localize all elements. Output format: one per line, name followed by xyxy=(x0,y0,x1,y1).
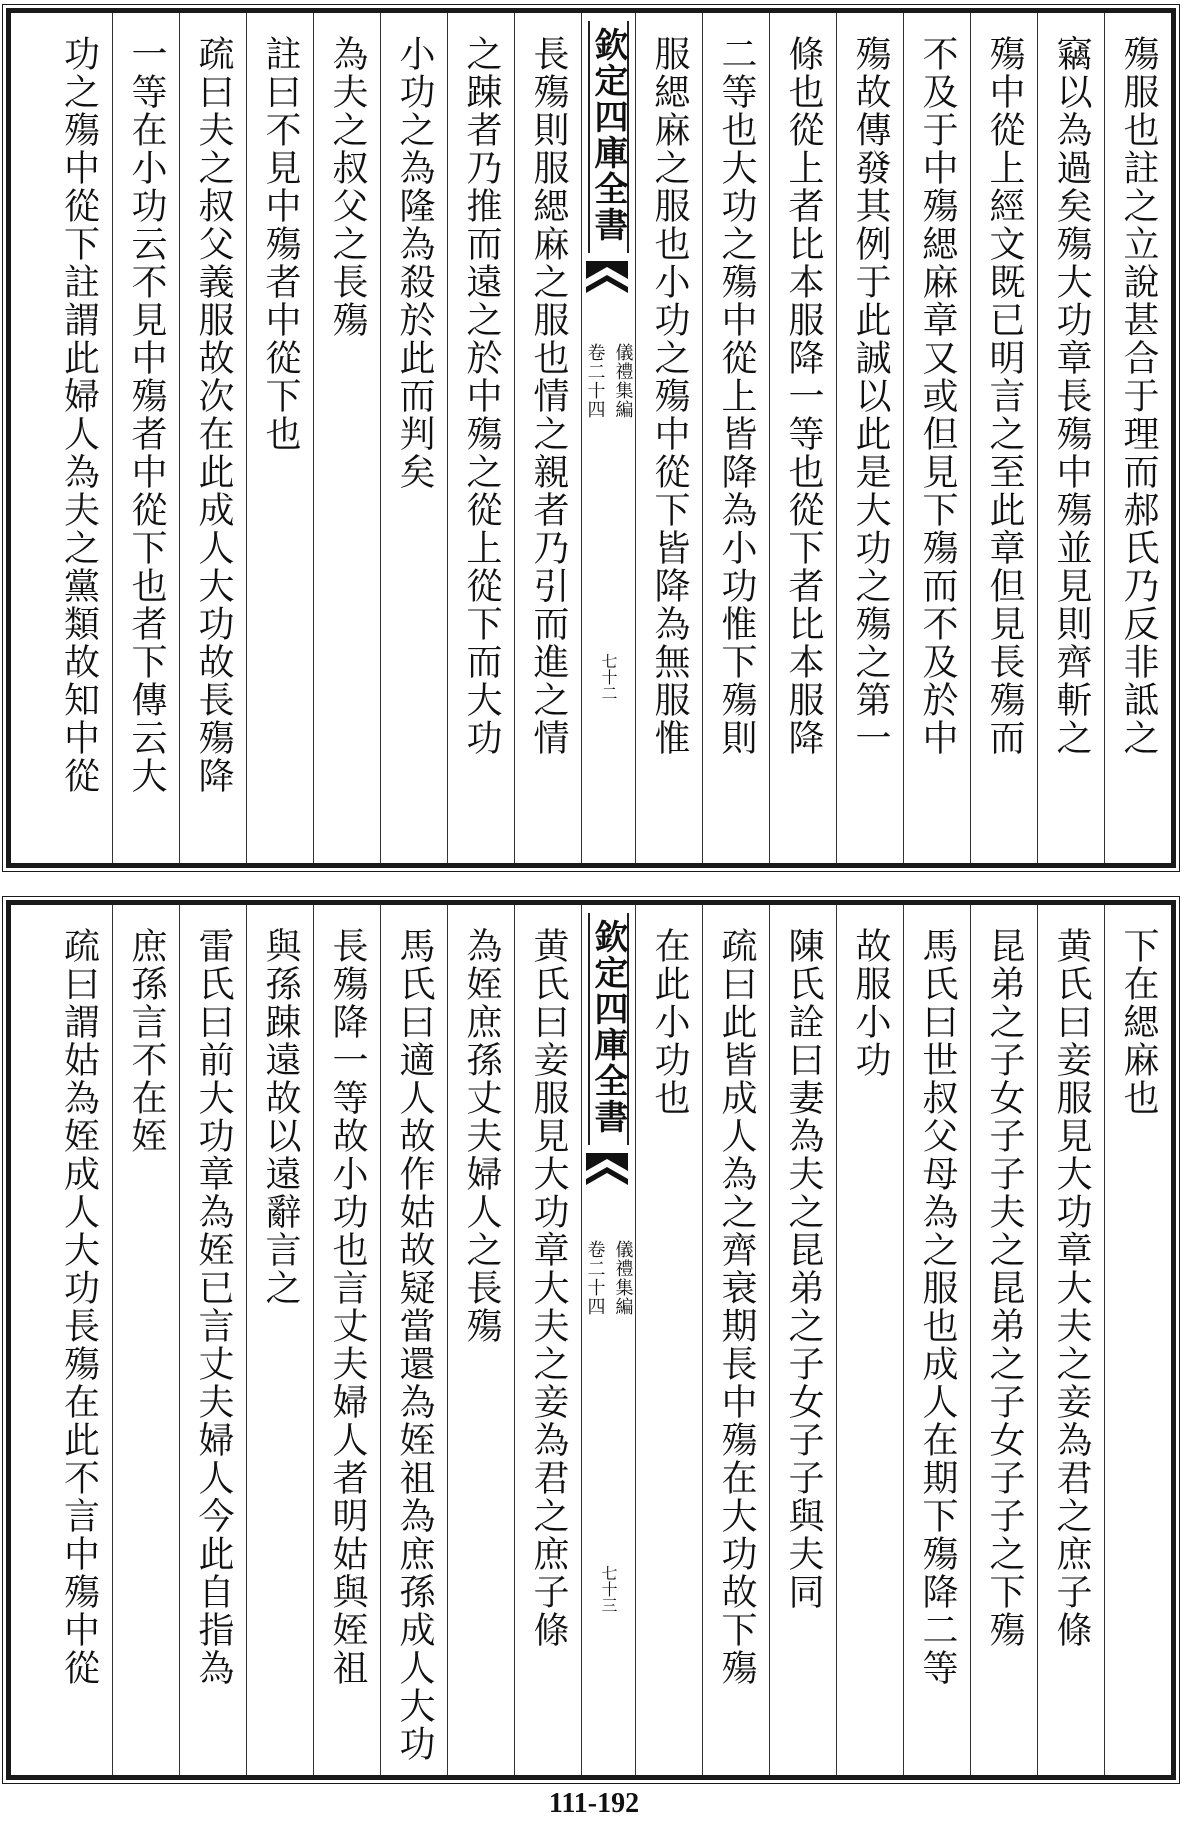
text-column xyxy=(836,13,903,863)
book-info xyxy=(582,343,635,419)
text-column xyxy=(380,13,447,863)
folio-number: 七十二 xyxy=(599,653,618,701)
text-column xyxy=(313,13,380,863)
book-title: 儀禮集編 xyxy=(612,1240,634,1316)
text-column xyxy=(514,13,581,863)
column-text: 故服小功 xyxy=(850,927,891,1079)
text-column xyxy=(45,905,112,1775)
fishtail-mark-icon xyxy=(586,1153,628,1199)
text-column xyxy=(635,905,702,1775)
column-text: 庶孫言不在姪 xyxy=(126,927,167,1155)
volume-label: 卷二十四 xyxy=(584,343,606,419)
book-title: 儀禮集編 xyxy=(612,343,634,419)
column-text: 為夫之叔父之長殤 xyxy=(327,35,368,339)
text-column xyxy=(903,905,970,1775)
text-column xyxy=(246,13,313,863)
column-text: 下在緦麻也 xyxy=(1118,927,1159,1117)
column-text: 黄氏曰妾服見大功章大夫之妾為君之庶子條 xyxy=(1051,927,1092,1649)
text-column xyxy=(313,905,380,1775)
catalog-title: 欽定四庫全書 xyxy=(588,919,628,1135)
column-text: 疏曰此皆成人為之齊衰期長中殤在大功故下殤 xyxy=(716,927,757,1687)
text-column xyxy=(702,13,769,863)
text-column xyxy=(1104,13,1171,863)
column-text: 不及于中殤緦麻章又或但見下殤而不及於中 xyxy=(917,35,958,757)
column-text: 長殤則服緦麻之服也情之親者乃引而進之情 xyxy=(528,35,569,757)
column-text: 陳氏詮曰妻為夫之昆弟之子女子子與夫同 xyxy=(783,927,824,1611)
text-column xyxy=(1104,905,1171,1775)
center-fold-column xyxy=(581,13,635,863)
text-column xyxy=(246,905,313,1775)
column-text: 服緦麻之服也小功之殤中從下皆降為無服惟 xyxy=(649,35,690,757)
column-text: 雷氏曰前大功章為姪已言丈夫婦人今此自指為 xyxy=(193,927,234,1687)
folio xyxy=(582,1565,635,1613)
column-text: 馬氏曰適人故作姑故疑當還為姪祖為庶孫成人大功 xyxy=(394,927,435,1763)
text-column xyxy=(970,13,1037,863)
text-column xyxy=(1037,905,1104,1775)
volume-label: 卷二十四 xyxy=(584,1240,606,1316)
text-column xyxy=(179,905,246,1775)
bottom-columns xyxy=(11,905,1171,1775)
text-column xyxy=(45,13,112,863)
catalog-title-box xyxy=(588,21,629,253)
column-text: 昆弟之子女子子夫之昆弟之子女子子之下殤 xyxy=(984,927,1025,1649)
folio xyxy=(582,653,635,701)
column-text: 殤故傳發其例于此誠以此是大功之殤之第一 xyxy=(850,35,891,757)
text-column xyxy=(769,905,836,1775)
text-column xyxy=(380,905,447,1775)
text-column xyxy=(635,13,702,863)
text-column xyxy=(836,905,903,1775)
column-text: 二等也大功之殤中從上皆降為小功惟下殤則 xyxy=(716,35,757,757)
text-column xyxy=(112,905,179,1775)
text-column xyxy=(970,905,1037,1775)
column-text: 條也從上者比本服降一等也從下者比本服降 xyxy=(783,35,824,757)
column-text: 黄氏曰妾服見大功章大夫之妾為君之庶子條 xyxy=(528,927,569,1649)
catalog-title: 欽定四庫全書 xyxy=(588,27,628,243)
text-column xyxy=(514,905,581,1775)
catalog-title-box xyxy=(588,913,629,1145)
top-page-panel xyxy=(6,8,1176,868)
column-text: 在此小功也 xyxy=(649,927,690,1117)
column-text: 竊以為過矣殤大功章長殤中殤並見則齊斬之 xyxy=(1051,35,1092,757)
page-number: 111-192 xyxy=(548,1788,640,1819)
column-text: 為姪庶孫丈夫婦人之長殤 xyxy=(461,927,502,1345)
text-column xyxy=(447,13,514,863)
column-text: 疏曰夫之叔父義服故次在此成人大功故長殤降 xyxy=(193,35,234,795)
column-text: 一等在小功云不見中殤者中從下也者下傳云大 xyxy=(126,35,167,795)
column-text: 疏曰謂姑為姪成人大功長殤在此不言中殤中從 xyxy=(58,927,100,1687)
text-column xyxy=(447,905,514,1775)
book-info xyxy=(582,1240,635,1316)
folio-number: 七十三 xyxy=(599,1565,618,1613)
text-column xyxy=(903,13,970,863)
text-column xyxy=(702,905,769,1775)
column-text: 功之殤中從下註謂此婦人為夫之黨類故知中從 xyxy=(58,35,100,795)
text-column xyxy=(1037,13,1104,863)
bottom-page-panel xyxy=(6,900,1176,1780)
text-column xyxy=(112,13,179,863)
column-text: 之踈者乃推而遠之於中殤之從上從下而大功 xyxy=(461,35,502,757)
column-text: 殤中從上經文既已明言之至此章但見長殤而 xyxy=(984,35,1025,757)
text-column xyxy=(179,13,246,863)
column-text: 長殤降一等故小功也言丈夫婦人者明姑與姪祖 xyxy=(327,927,368,1687)
column-text: 殤服也註之立說甚合于理而郝氏乃反非詆之 xyxy=(1118,35,1159,757)
column-text: 註曰不見中殤者中從下也 xyxy=(260,35,301,453)
fishtail-mark-icon xyxy=(586,261,628,307)
column-text: 與孫踈遠故以遠辭言之 xyxy=(260,927,301,1307)
top-columns xyxy=(11,13,1171,863)
center-fold-column xyxy=(581,905,635,1775)
column-text: 馬氏曰世叔父母為之服也成人在期下殤降二等 xyxy=(917,927,958,1687)
column-text: 小功之為隆為殺於此而判矣 xyxy=(394,35,435,491)
text-column xyxy=(769,13,836,863)
